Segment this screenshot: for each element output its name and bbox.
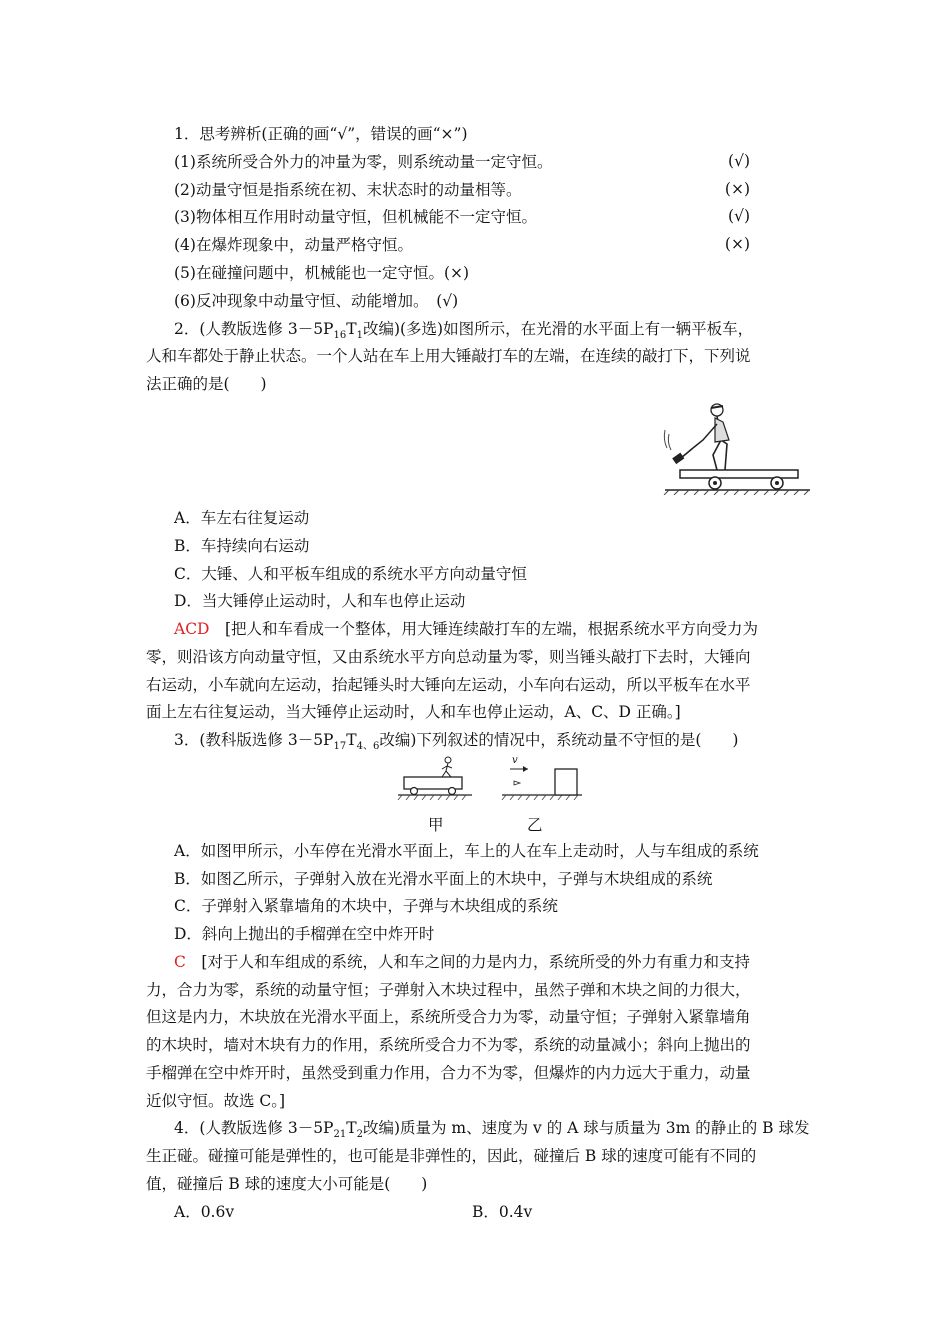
q1-item-3: (3)物体相互作用时动量守恒，但机械能不一定守恒。 — [174, 208, 537, 226]
q3-explanation-line-3: 但这是内力，木块放在光滑水平面上，系统所受合力为零，动量守恒；子弹射入紧靠墙角 — [146, 1008, 751, 1026]
q2-explanation-line-3: 右运动，小车就向左运动，抬起锤头时大锤向左运动，小车向右运动，所以平板车在水平 — [146, 676, 751, 694]
q2-option-c: C．大锤、人和平板车组成的系统水平方向动量守恒 — [174, 565, 527, 583]
q1-item-4: (4)在爆炸现象中，动量严格守恒。 — [174, 236, 413, 254]
q1-item-1: (1)系统所受合外力的冲量为零，则系统动量一定守恒。 — [174, 153, 553, 171]
hammer-cart-figure — [655, 400, 815, 495]
q4-option-a: A．0.6v — [174, 1203, 235, 1221]
q3-option-c: C．子弹射入紧靠墙角的木块中，子弹与木块组成的系统 — [174, 897, 558, 915]
q1-mark-2: (×) — [724, 180, 750, 198]
q3-option-a: A．如图甲所示，小车停在光滑水平面上，车上的人在车上走动时，人与车组成的系统 — [174, 842, 759, 860]
q2-stem-line-1: 2．(人教版选修 $3-5P_{16}T_1$改编)(多选)如图所示，在光滑的水平面上有一辆平板车， — [174, 320, 754, 342]
q3-stem: 3．(教科版选修 $3-5P_{17}T_{4、6}$改编)下列叙述的情况中，系统动量不守恒的是( ) — [174, 731, 739, 753]
q4-stem-line-2: 生正碰。碰撞可能是弹性的，也可能是非弹性的，因此，碰撞后 B 球的速度可能有不同的 — [146, 1147, 757, 1165]
q2-stem-line-3: 法正确的是( ) — [146, 375, 267, 393]
q3-explanation-line-1: C [对于人和车组成的系统，人和车之间的力是内力，系统所受的外力有重力和支持 — [174, 953, 750, 971]
q2-stem-line-2: 人和车都处于静止状态。一个人站在车上用大锤敲打车的左端，在连续的敲打下，下列说 — [146, 347, 751, 365]
q3-option-b: B．如图乙所示，子弹射入放在光滑水平面上的木块中，子弹与木块组成的系统 — [174, 870, 713, 888]
q1-item-2: (2)动量守恒是指系统在初、末状态时的动量相等。 — [174, 181, 522, 199]
figure-label-jia: 甲 — [428, 816, 444, 834]
q1-item-5: (5)在碰撞问题中，机械能也一定守恒。(×) — [174, 264, 470, 282]
q1-title: 1．思考辨析(正确的画“√”，错误的画“×”) — [174, 125, 468, 143]
q3-explanation-line-2: 力，合力为零，系统的动量守恒；子弹射入木块过程中，虽然子弹和木块之间的力很大， — [146, 981, 751, 999]
q1-item-6: (6)反冲现象中动量守恒、动能增加。 (√) — [174, 292, 459, 310]
q1-mark-3: (√) — [728, 207, 750, 225]
q2-answer: ACD — [174, 620, 210, 638]
q2-explanation-line-4: 面上左右往复运动，当大锤停止运动时，人和车也停止运动，A、C、D 正确。] — [146, 703, 681, 721]
cart-person-figure — [396, 755, 474, 803]
q3-answer: C — [174, 953, 186, 971]
q2-option-d: D．当大锤停止运动时，人和车也停止运动 — [174, 592, 466, 610]
q3-explanation-line-4: 的木块时，墙对木块有力的作用，系统所受合力不为零，系统的动量减小；斜向上抛出的 — [146, 1036, 751, 1054]
q2-option-b: B．车持续向右运动 — [174, 537, 310, 555]
q1-mark-1: (√) — [728, 152, 750, 170]
q3-option-d: D．斜向上抛出的手榴弹在空中炸开时 — [174, 925, 435, 943]
figure-label-yi: 乙 — [527, 816, 543, 834]
q4-stem-line-3: 值，碰撞后 B 球的速度大小可能是( ) — [146, 1175, 428, 1193]
q4-stem-line-1: 4．(人教版选修 $3-5P_{21}T_2$改编)质量为 m、速度为 v 的 A 球与质量为 3m 的静止的 B 球发 — [174, 1119, 810, 1141]
q3-explanation-line-5: 手榴弹在空中炸开时，虽然受到重力作用，合力不为零，但爆炸的内力远大于重力，动量 — [146, 1064, 751, 1082]
q2-explanation-line-2: 零，则沿该方向动量守恒，又由系统水平方向总动量为零，则当锤头敲打下去时，大锤向 — [146, 648, 751, 666]
q4-option-b: B．0.4v — [472, 1203, 533, 1221]
q3-explanation-line-6: 近似守恒。故选 C。] — [146, 1092, 286, 1110]
q1-mark-4: (×) — [724, 235, 750, 253]
q2-explanation-line-1: ACD [把人和车看成一个整体，用大锤连续敲打车的左端，根据系统水平方向受力为 — [174, 620, 759, 638]
q2-option-a: A．车左右往复运动 — [174, 509, 310, 527]
velocity-label: v — [512, 755, 518, 766]
